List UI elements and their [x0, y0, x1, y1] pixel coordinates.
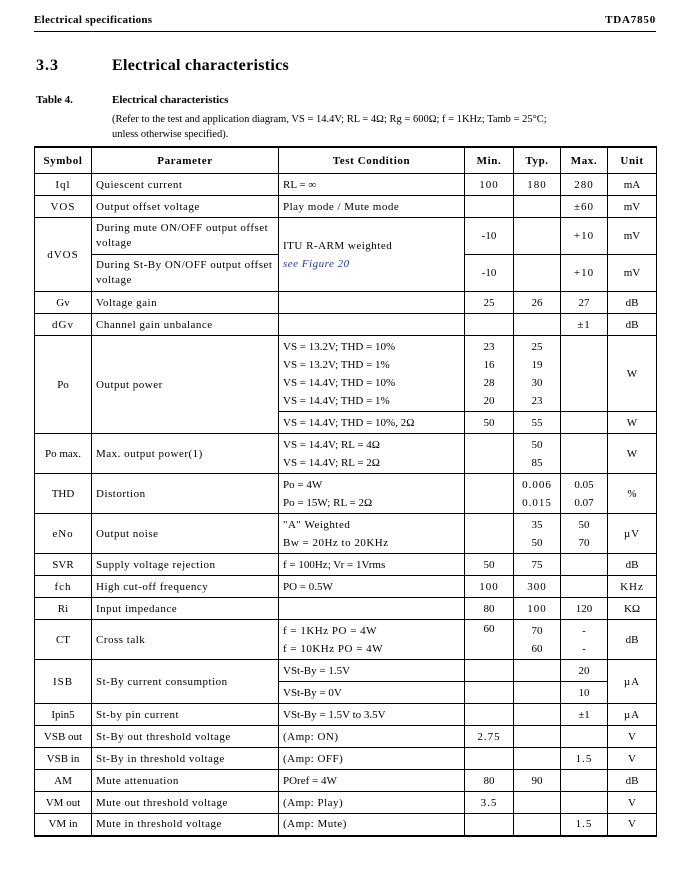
table-row	[35, 792, 657, 814]
header-part-number: TDA7850	[605, 14, 656, 26]
cell-condition: (Amp: ON)	[279, 726, 465, 748]
cell-min	[465, 434, 514, 474]
value: 28	[483, 376, 495, 389]
value: 0.07	[574, 496, 594, 509]
cell-condition: VSt-By = 1.5V	[279, 660, 465, 682]
cell-max: +10	[561, 255, 608, 292]
cell-unit: mV	[608, 255, 657, 292]
cell-parameter: Input impedance	[92, 598, 279, 620]
col-header-max: Max.	[561, 147, 608, 174]
cell-min: 3.5	[465, 792, 514, 814]
cell-symbol: eNo	[35, 514, 92, 554]
cell-max	[561, 620, 608, 660]
cell-symbol: AM	[35, 770, 92, 792]
cell-unit: V	[608, 748, 657, 770]
cell-symbol: CT	[35, 620, 92, 660]
condition-line: VS = 13.2V; THD = 1%	[283, 358, 390, 371]
cell-typ	[514, 704, 561, 726]
cell-parameter: Mute in threshold voltage	[92, 814, 279, 836]
cell-max	[561, 336, 608, 412]
table-row	[35, 748, 657, 770]
cell-min: 80	[465, 770, 514, 792]
cell-parameter: Output power	[92, 336, 279, 434]
header-rule	[34, 31, 656, 32]
value: 0.015	[522, 496, 552, 509]
cell-condition	[279, 474, 465, 514]
cell-symbol: Ipin5	[35, 704, 92, 726]
cell-max: 10	[561, 682, 608, 704]
cell-typ: 180	[514, 174, 561, 196]
table-label: Table 4.	[36, 94, 73, 106]
cell-condition: VS = 14.4V; THD = 10%, 2Ω	[279, 412, 465, 434]
cell-typ: 26	[514, 292, 561, 314]
cell-typ	[514, 336, 561, 412]
cell-parameter: Quiescent current	[92, 174, 279, 196]
electrical-characteristics-table	[34, 146, 657, 837]
table-row	[35, 514, 657, 554]
cell-condition	[279, 292, 465, 314]
cell-condition: RL = ∞	[279, 174, 465, 196]
cell-symbol: SVR	[35, 554, 92, 576]
value: 19	[531, 358, 543, 371]
value: 85	[531, 456, 543, 469]
condition-line: Po = 15W; RL = 2Ω	[283, 496, 373, 509]
condition-line: VS = 14.4V; THD = 1%	[283, 394, 390, 407]
value: 30	[531, 376, 543, 389]
value: 23	[483, 340, 495, 353]
cell-typ	[514, 474, 561, 514]
cell-condition	[279, 336, 465, 412]
cell-symbol: Gv	[35, 292, 92, 314]
cell-max: 20	[561, 660, 608, 682]
cell-unit: dB	[608, 770, 657, 792]
condition-line: VS = 14.4V; RL = 2Ω	[283, 456, 380, 469]
cell-min	[465, 314, 514, 336]
value: 50	[531, 536, 543, 549]
cell-min: 100	[465, 576, 514, 598]
value: -	[582, 624, 586, 637]
cell-condition: (Amp: OFF)	[279, 748, 465, 770]
value: 0.006	[522, 478, 552, 491]
cell-min	[465, 814, 514, 836]
col-header-parameter: Parameter	[92, 147, 279, 174]
cell-unit: KHz	[608, 576, 657, 598]
cell-parameter: St-By in threshold voltage	[92, 748, 279, 770]
cell-min	[465, 514, 514, 554]
cell-min: 80	[465, 598, 514, 620]
value: 23	[531, 394, 543, 407]
value: 50	[578, 518, 590, 531]
cell-typ	[514, 792, 561, 814]
cell-unit: dB	[608, 620, 657, 660]
cell-symbol: VOS	[35, 196, 92, 218]
table-row	[35, 218, 657, 255]
cell-typ	[514, 434, 561, 474]
condition-line: Bw = 20Hz to 20KHz	[283, 536, 389, 549]
col-header-symbol: Symbol	[35, 147, 92, 174]
cell-max: 120	[561, 598, 608, 620]
cell-unit: dB	[608, 292, 657, 314]
table-row	[35, 704, 657, 726]
cell-symbol: VM out	[35, 792, 92, 814]
cell-parameter: St-By current consumption	[92, 660, 279, 704]
cell-typ: 300	[514, 576, 561, 598]
cell-typ	[514, 726, 561, 748]
cell-typ	[514, 314, 561, 336]
table-row	[35, 814, 657, 836]
value: -	[582, 642, 586, 655]
cell-symbol: Po	[35, 336, 92, 434]
cell-condition: VSt-By = 1.5V to 3.5V	[279, 704, 465, 726]
cell-typ	[514, 196, 561, 218]
cell-min	[465, 336, 514, 412]
figure-reference-link[interactable]: see Figure 20	[283, 257, 350, 270]
col-header-typ: Typ.	[514, 147, 561, 174]
page-header	[34, 12, 656, 32]
cell-typ: 100	[514, 598, 561, 620]
cell-unit: W	[608, 434, 657, 474]
cell-symbol: VSB in	[35, 748, 92, 770]
cell-condition: POref = 4W	[279, 770, 465, 792]
section-number: 3.3	[36, 57, 59, 74]
cell-symbol: THD	[35, 474, 92, 514]
condition-line: "A" Weighted	[283, 518, 351, 531]
value: 50	[531, 438, 543, 451]
table-row	[35, 196, 657, 218]
cell-min	[465, 682, 514, 704]
cell-parameter: Max. output power(1)	[92, 434, 279, 474]
cell-condition	[279, 218, 465, 292]
value: 20	[483, 394, 495, 407]
condition-line: f = 10KHz PO = 4W	[283, 642, 384, 655]
cell-parameter: Channel gain unbalance	[92, 314, 279, 336]
cell-min: -10	[465, 218, 514, 255]
cell-parameter: Voltage gain	[92, 292, 279, 314]
cell-parameter: Output noise	[92, 514, 279, 554]
table-row	[35, 620, 657, 660]
cell-min: 25	[465, 292, 514, 314]
value: 16	[483, 358, 495, 371]
cell-condition: PO = 0.5W	[279, 576, 465, 598]
condition-line: Po = 4W	[283, 478, 323, 491]
cell-min: -10	[465, 255, 514, 292]
cell-unit: µA	[608, 660, 657, 704]
cell-parameter: St-by pin current	[92, 704, 279, 726]
cell-max: 280	[561, 174, 608, 196]
cell-condition: (Amp: Mute)	[279, 814, 465, 836]
cell-unit: W	[608, 412, 657, 434]
col-header-test-condition: Test Condition	[279, 147, 465, 174]
cell-symbol: fch	[35, 576, 92, 598]
cell-typ	[514, 218, 561, 255]
cell-parameter: Distortion	[92, 474, 279, 514]
cell-parameter: High cut-off frequency	[92, 576, 279, 598]
table-row	[35, 292, 657, 314]
cell-typ	[514, 514, 561, 554]
table-row	[35, 174, 657, 196]
cell-symbol: ISB	[35, 660, 92, 704]
condition-line: VS = 14.4V; THD = 10%	[283, 376, 396, 389]
cell-unit: mV	[608, 218, 657, 255]
condition-line: VS = 14.4V; RL = 4Ω	[283, 438, 380, 451]
col-header-min: Min.	[465, 147, 514, 174]
table-row	[35, 660, 657, 682]
table-row	[35, 434, 657, 474]
cell-condition: (Amp: Play)	[279, 792, 465, 814]
cell-unit: mV	[608, 196, 657, 218]
cell-max	[561, 514, 608, 554]
cell-min	[465, 474, 514, 514]
cell-condition	[279, 598, 465, 620]
table-row	[35, 554, 657, 576]
cell-unit: KΩ	[608, 598, 657, 620]
table-row	[35, 726, 657, 748]
cell-unit: dB	[608, 554, 657, 576]
header-section: Electrical specifications	[34, 14, 153, 26]
cell-unit: dB	[608, 314, 657, 336]
table-row	[35, 314, 657, 336]
table-header-row	[35, 147, 657, 174]
cell-min: 60	[465, 620, 514, 660]
cell-symbol: VSB out	[35, 726, 92, 748]
cell-typ	[514, 814, 561, 836]
cell-typ	[514, 748, 561, 770]
cell-condition	[279, 314, 465, 336]
value: 70	[578, 536, 590, 549]
cell-min	[465, 196, 514, 218]
cell-unit: V	[608, 792, 657, 814]
cell-condition	[279, 620, 465, 660]
cell-max: +10	[561, 218, 608, 255]
table-row	[35, 770, 657, 792]
cell-parameter: Mute attenuation	[92, 770, 279, 792]
cell-max	[561, 792, 608, 814]
cell-typ: 75	[514, 554, 561, 576]
cell-typ	[514, 255, 561, 292]
cell-parameter: Supply voltage rejection	[92, 554, 279, 576]
cell-unit: µA	[608, 704, 657, 726]
cell-typ: 55	[514, 412, 561, 434]
col-header-unit: Unit	[608, 147, 657, 174]
cell-unit: V	[608, 814, 657, 836]
cell-condition: VSt-By = 0V	[279, 682, 465, 704]
cell-max: ±60	[561, 196, 608, 218]
cell-unit: mA	[608, 174, 657, 196]
cell-min	[465, 660, 514, 682]
cell-min: 50	[465, 412, 514, 434]
cell-condition: f = 100Hz; Vr = 1Vrms	[279, 554, 465, 576]
cell-min: 100	[465, 174, 514, 196]
cell-max	[561, 434, 608, 474]
cell-symbol: Po max.	[35, 434, 92, 474]
cell-parameter: St-By out threshold voltage	[92, 726, 279, 748]
condition-line: f = 1KHz PO = 4W	[283, 624, 378, 637]
cell-min: 50	[465, 554, 514, 576]
cell-unit: %	[608, 474, 657, 514]
cell-min	[465, 748, 514, 770]
cell-max	[561, 474, 608, 514]
value: 35	[531, 518, 543, 531]
cell-typ: 90	[514, 770, 561, 792]
cell-condition: Play mode / Mute mode	[279, 196, 465, 218]
table-row	[35, 336, 657, 412]
section-title: Electrical characteristics	[112, 57, 290, 74]
cell-typ	[514, 620, 561, 660]
cell-min: 2.75	[465, 726, 514, 748]
cell-symbol: dGv	[35, 314, 92, 336]
cell-max: ±1	[561, 314, 608, 336]
cell-unit: V	[608, 726, 657, 748]
cell-parameter: Output offset voltage	[92, 196, 279, 218]
cell-max	[561, 412, 608, 434]
cell-min	[465, 704, 514, 726]
table-row	[35, 474, 657, 514]
cell-parameter: During mute ON/OFF output offset voltage	[92, 218, 279, 255]
condition-line: ITU R-ARM weighted	[283, 239, 393, 252]
cell-max	[561, 576, 608, 598]
cell-condition	[279, 514, 465, 554]
cell-typ	[514, 682, 561, 704]
cell-max	[561, 554, 608, 576]
cell-max	[561, 770, 608, 792]
cell-symbol: dVOS	[35, 218, 92, 292]
table-note: (Refer to the test and application diagram, VS = 14.4V; RL = 4Ω; Rg = 600Ω; f = 1KHz; Tamb = 25°C; unless otherwise specified).	[112, 114, 547, 140]
value: 0.05	[574, 478, 594, 491]
condition-line: VS = 13.2V; THD = 10%	[283, 340, 396, 353]
cell-unit: µV	[608, 514, 657, 554]
value: 60	[531, 642, 543, 655]
table-row	[35, 576, 657, 598]
cell-symbol: Iql	[35, 174, 92, 196]
value: 25	[531, 340, 543, 353]
cell-max: 1.5	[561, 748, 608, 770]
cell-symbol: Ri	[35, 598, 92, 620]
cell-typ	[514, 660, 561, 682]
cell-max: 1.5	[561, 814, 608, 836]
cell-parameter: Cross talk	[92, 620, 279, 660]
cell-symbol: VM in	[35, 814, 92, 836]
cell-max	[561, 726, 608, 748]
table-row	[35, 598, 657, 620]
cell-parameter: Mute out threshold voltage	[92, 792, 279, 814]
cell-max: 27	[561, 292, 608, 314]
cell-condition	[279, 434, 465, 474]
cell-parameter: During St-By ON/OFF output offset voltage	[92, 255, 279, 292]
value: 70	[531, 624, 543, 637]
table-title: Electrical characteristics	[112, 94, 229, 106]
cell-unit: W	[608, 336, 657, 412]
cell-max: ±1	[561, 704, 608, 726]
